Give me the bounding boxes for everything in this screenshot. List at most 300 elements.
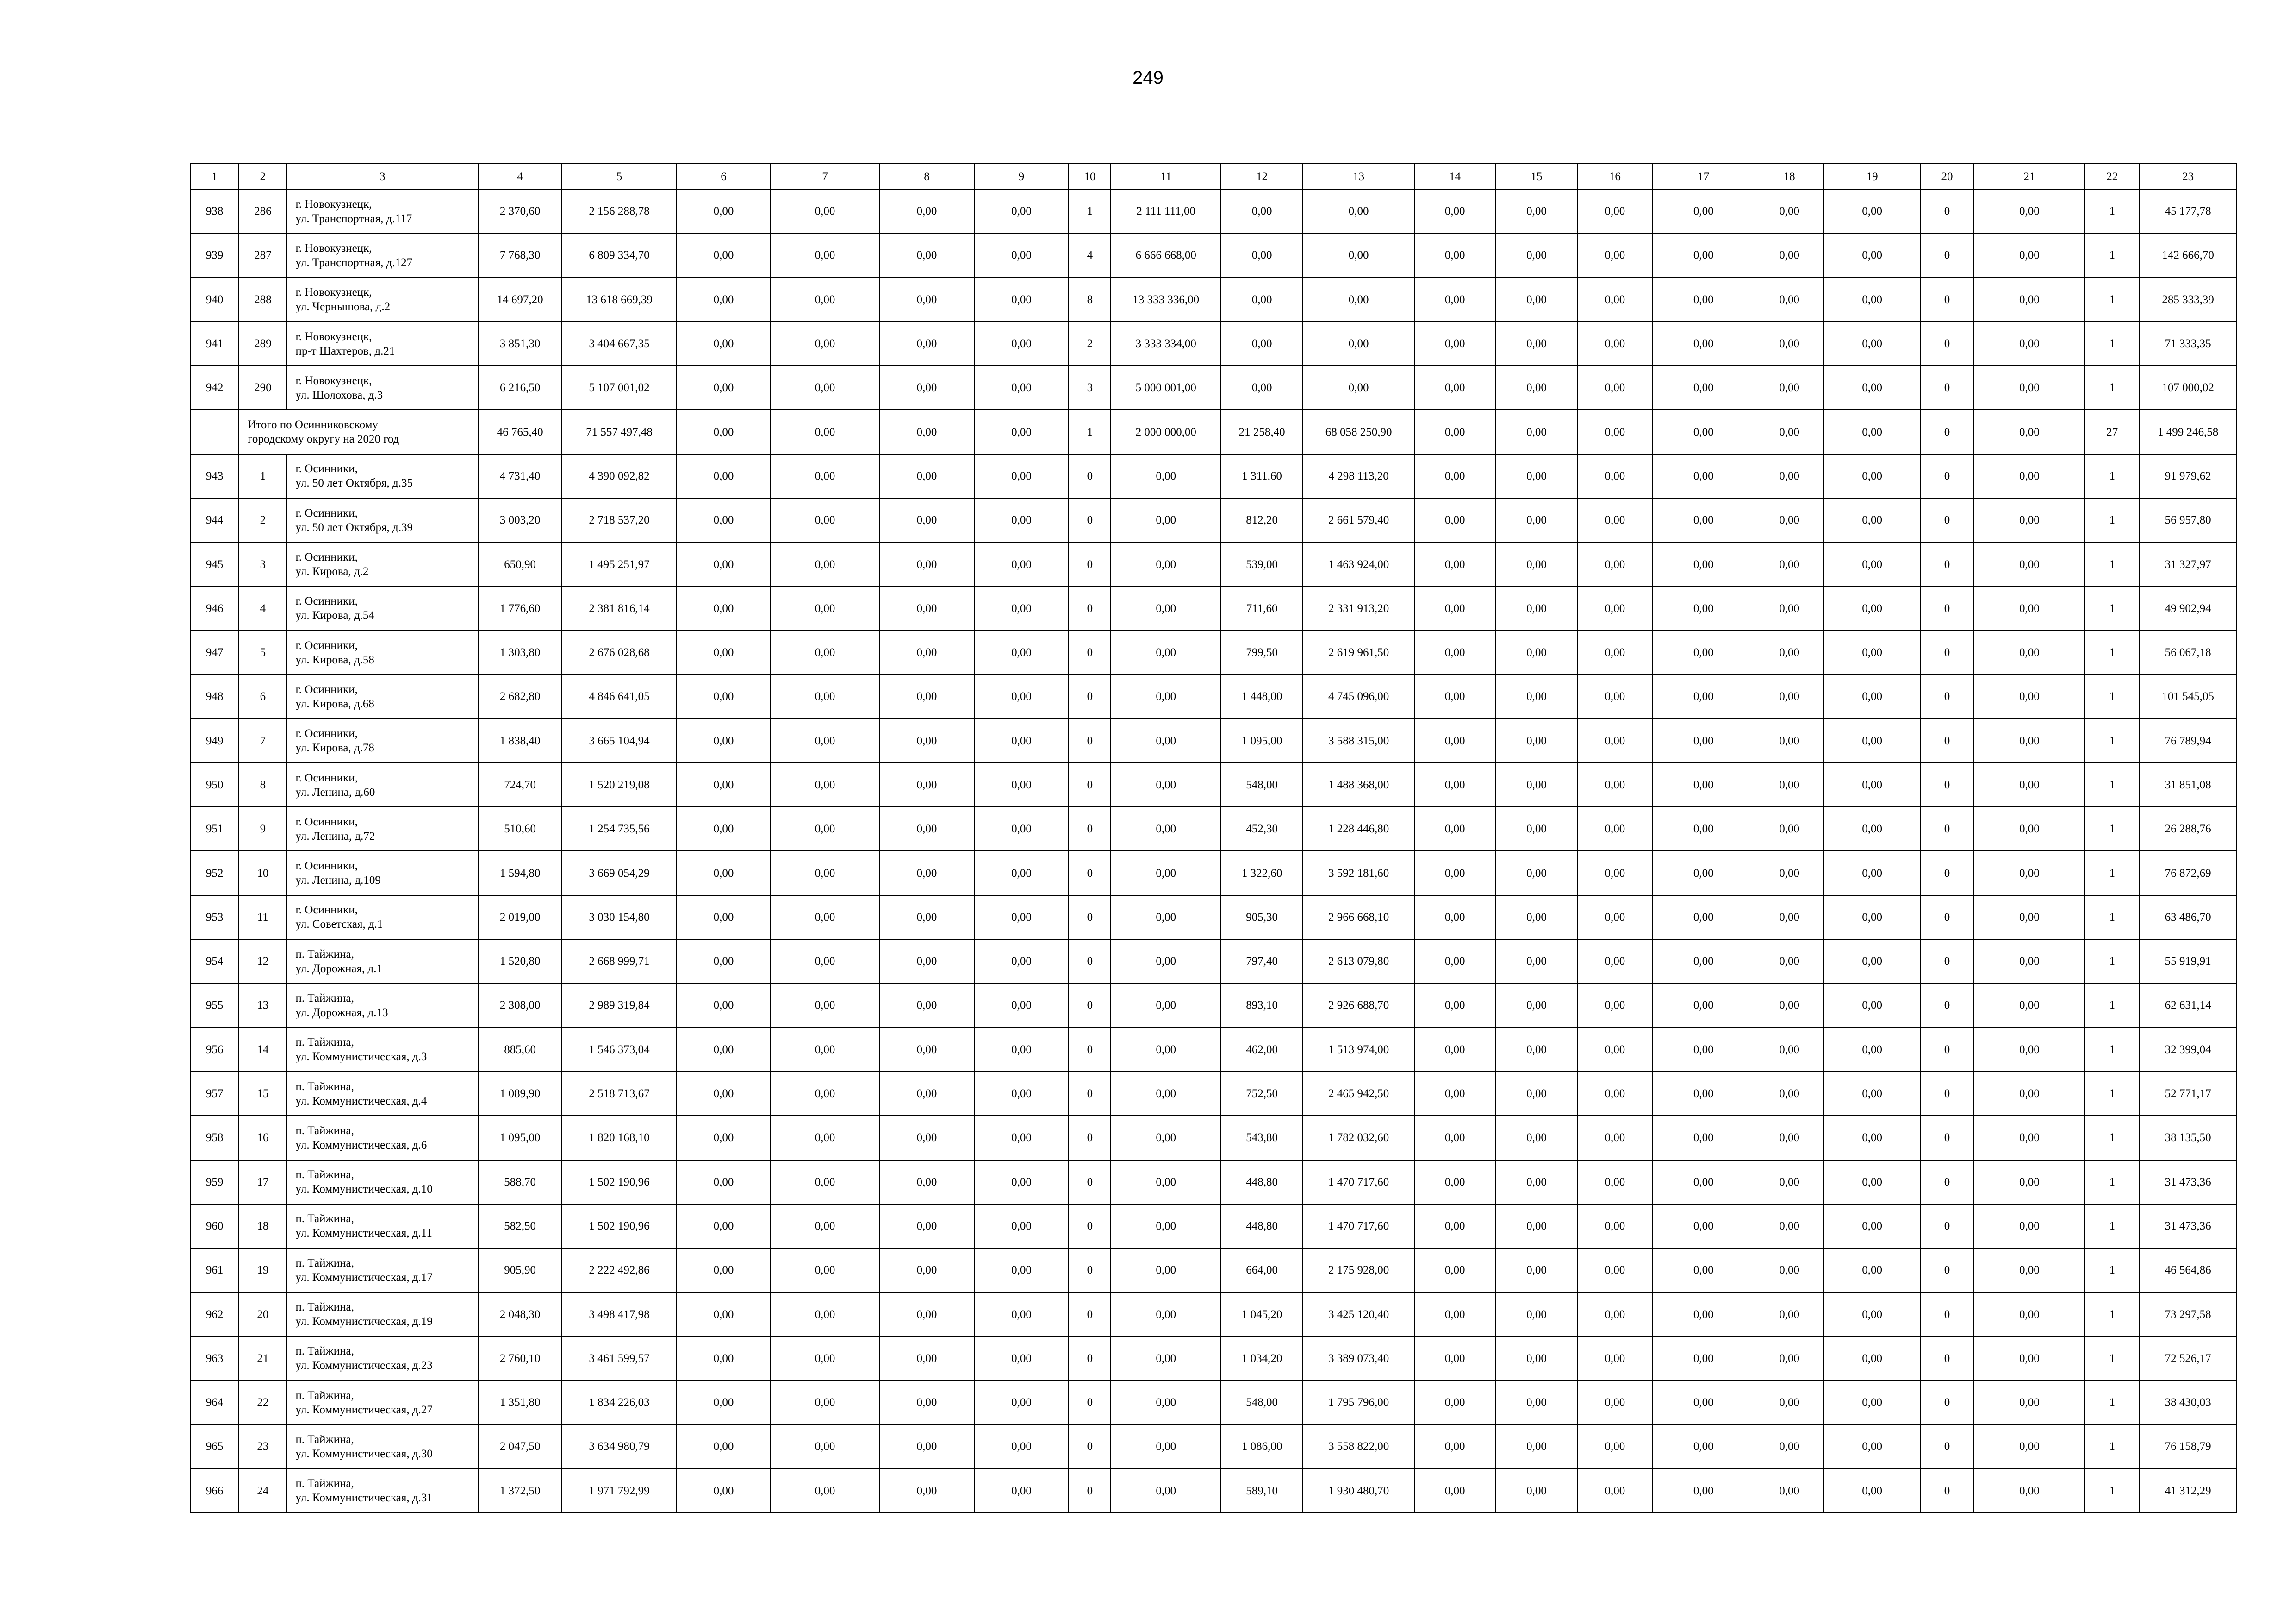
value-cell: 0,00 — [1111, 807, 1221, 851]
value-cell: 0,00 — [771, 1337, 880, 1380]
value-cell: 6 216,50 — [478, 366, 561, 410]
value-cell: 0,00 — [974, 322, 1069, 366]
address-line-2: ул. 50 лет Октября, д.39 — [295, 521, 413, 534]
value-cell: 0 — [1069, 1116, 1111, 1160]
value-cell: 0 — [1920, 1469, 1973, 1513]
value-cell: 0,00 — [879, 631, 974, 675]
value-cell: 1 — [2085, 719, 2139, 763]
address-line-1: п. Тайжина, — [295, 948, 354, 961]
value-cell: 1 034,20 — [1221, 1337, 1303, 1380]
address-line-1: п. Тайжина, — [295, 1124, 354, 1137]
address-cell — [286, 895, 478, 939]
value-cell: 0 — [1920, 1380, 1973, 1424]
value-cell: 0,00 — [1578, 498, 1652, 542]
value-cell: 0,00 — [677, 542, 770, 586]
value-cell: 0,00 — [1495, 322, 1577, 366]
value-cell: 0,00 — [677, 895, 770, 939]
value-cell: 0,00 — [1652, 631, 1755, 675]
value-cell: 2 619 961,50 — [1303, 631, 1414, 675]
value-cell: 0,00 — [1824, 1337, 1920, 1380]
value-cell: 0,00 — [1652, 719, 1755, 763]
value-cell: 1 — [2085, 366, 2139, 410]
address-line-1: г. Осинники, — [295, 815, 358, 828]
value-cell: 0,00 — [1974, 410, 2085, 454]
value-cell: 0,00 — [1824, 1248, 1920, 1292]
value-cell: 0,00 — [879, 1248, 974, 1292]
address-line-1: г. Осинники, — [295, 551, 358, 564]
value-cell: 1 — [2085, 851, 2139, 895]
value-cell: 0 — [1920, 454, 1973, 498]
row-number-cell: 947 — [190, 631, 239, 675]
value-cell: 0,00 — [1414, 807, 1495, 851]
address-cell — [286, 366, 478, 410]
value-cell: 664,00 — [1221, 1248, 1303, 1292]
value-cell: 46 564,86 — [2139, 1248, 2237, 1292]
column-number-cell: 18 — [1755, 163, 1824, 189]
value-cell: 0,00 — [771, 675, 880, 718]
value-cell: 0 — [1920, 1116, 1973, 1160]
value-cell: 1 — [2085, 939, 2139, 983]
value-cell: 2 175 928,00 — [1303, 1248, 1414, 1292]
value-cell: 1 — [2085, 1116, 2139, 1160]
table-row — [190, 587, 2237, 631]
value-cell: 1 513 974,00 — [1303, 1028, 1414, 1072]
header-row — [190, 163, 2237, 189]
value-cell: 0,00 — [1824, 1160, 1920, 1204]
value-cell: 1 — [2085, 278, 2139, 322]
value-cell: 0 — [1920, 851, 1973, 895]
value-cell: 0,00 — [1495, 807, 1577, 851]
value-cell: 589,10 — [1221, 1469, 1303, 1513]
address-line-2: ул. Кирова, д.58 — [295, 653, 374, 666]
value-cell: 55 919,91 — [2139, 939, 2237, 983]
value-cell: 0,00 — [1221, 366, 1303, 410]
value-cell: 905,30 — [1221, 895, 1303, 939]
local-number-cell: 6 — [239, 675, 286, 718]
address-cell — [286, 719, 478, 763]
value-cell: 0,00 — [879, 1337, 974, 1380]
value-cell: 0,00 — [879, 366, 974, 410]
value-cell: 1 — [2085, 454, 2139, 498]
value-cell: 8 — [1069, 278, 1111, 322]
row-number-cell: 941 — [190, 322, 239, 366]
value-cell: 0,00 — [1578, 1292, 1652, 1336]
value-cell: 4 298 113,20 — [1303, 454, 1414, 498]
value-cell: 0,00 — [879, 233, 974, 277]
row-number-cell: 957 — [190, 1072, 239, 1116]
value-cell: 0,00 — [1824, 631, 1920, 675]
value-cell: 7 768,30 — [478, 233, 561, 277]
table-row — [190, 1116, 2237, 1160]
value-cell: 0,00 — [1495, 719, 1577, 763]
value-cell: 0,00 — [879, 1160, 974, 1204]
value-cell: 0,00 — [1974, 322, 2085, 366]
value-cell: 0,00 — [1495, 278, 1577, 322]
value-cell: 0 — [1069, 587, 1111, 631]
value-cell: 0,00 — [677, 1204, 770, 1248]
value-cell: 0,00 — [879, 189, 974, 233]
table-row — [190, 1424, 2237, 1468]
value-cell: 0,00 — [677, 763, 770, 807]
value-cell: 0,00 — [1824, 1028, 1920, 1072]
value-cell: 0,00 — [1495, 1424, 1577, 1468]
row-number-cell: 950 — [190, 763, 239, 807]
value-cell: 0 — [1920, 675, 1973, 718]
value-cell: 0,00 — [1755, 542, 1824, 586]
value-cell: 0,00 — [1414, 189, 1495, 233]
value-cell: 0,00 — [1974, 278, 2085, 322]
local-number-cell: 287 — [239, 233, 286, 277]
value-cell: 0 — [1069, 1028, 1111, 1072]
value-cell: 0 — [1069, 1204, 1111, 1248]
value-cell: 0 — [1069, 1072, 1111, 1116]
value-cell: 0,00 — [771, 719, 880, 763]
value-cell: 548,00 — [1221, 1380, 1303, 1424]
address-line-1: п. Тайжина, — [295, 1389, 354, 1402]
value-cell: 0,00 — [1974, 542, 2085, 586]
value-cell: 0,00 — [1974, 1292, 2085, 1336]
value-cell: 0 — [1920, 719, 1973, 763]
value-cell: 0,00 — [771, 278, 880, 322]
value-cell: 1 — [2085, 498, 2139, 542]
value-cell: 0,00 — [1755, 719, 1824, 763]
value-cell: 0,00 — [1495, 939, 1577, 983]
value-cell: 0,00 — [1414, 675, 1495, 718]
local-number-cell: 8 — [239, 763, 286, 807]
value-cell: 0,00 — [1578, 189, 1652, 233]
address-cell — [286, 939, 478, 983]
value-cell: 1 502 190,96 — [562, 1160, 677, 1204]
value-cell: 0,00 — [1111, 498, 1221, 542]
table-row — [190, 498, 2237, 542]
value-cell: 0,00 — [771, 1072, 880, 1116]
table-row — [190, 983, 2237, 1027]
value-cell: 0,00 — [1495, 1292, 1577, 1336]
value-cell: 0 — [1920, 1028, 1973, 1072]
value-cell: 0,00 — [771, 895, 880, 939]
value-cell: 0,00 — [1578, 1204, 1652, 1248]
value-cell: 0,00 — [1111, 675, 1221, 718]
value-cell: 812,20 — [1221, 498, 1303, 542]
value-cell: 0,00 — [1755, 1028, 1824, 1072]
table-row — [190, 763, 2237, 807]
row-number-cell: 965 — [190, 1424, 239, 1468]
value-cell: 0,00 — [1578, 587, 1652, 631]
value-cell: 0,00 — [879, 939, 974, 983]
address-line-2: ул. Коммунистическая, д.10 — [295, 1183, 433, 1196]
total-row — [190, 410, 2237, 454]
value-cell: 2 989 319,84 — [562, 983, 677, 1027]
value-cell: 0,00 — [1755, 851, 1824, 895]
value-cell: 3 669 054,29 — [562, 851, 677, 895]
value-cell: 0,00 — [1755, 1116, 1824, 1160]
value-cell: 0,00 — [1652, 1204, 1755, 1248]
value-cell: 1 782 032,60 — [1303, 1116, 1414, 1160]
value-cell: 0 — [1069, 675, 1111, 718]
value-cell: 0,00 — [771, 1116, 880, 1160]
value-cell: 0,00 — [1824, 1380, 1920, 1424]
value-cell: 0,00 — [1578, 631, 1652, 675]
address-cell — [286, 542, 478, 586]
table-row — [190, 1248, 2237, 1292]
value-cell: 0,00 — [879, 983, 974, 1027]
value-cell: 3 003,20 — [478, 498, 561, 542]
address-line-1: п. Тайжина, — [295, 1477, 354, 1490]
value-cell: 1 — [2085, 1424, 2139, 1468]
address-line-1: г. Осинники, — [295, 639, 358, 652]
value-cell: 548,00 — [1221, 763, 1303, 807]
value-cell: 724,70 — [478, 763, 561, 807]
value-cell: 0,00 — [974, 1337, 1069, 1380]
value-cell: 0,00 — [677, 719, 770, 763]
address-cell — [286, 1160, 478, 1204]
value-cell: 0,00 — [1578, 851, 1652, 895]
value-cell: 0,00 — [1824, 807, 1920, 851]
value-cell: 0,00 — [974, 410, 1069, 454]
value-cell: 0,00 — [1578, 1028, 1652, 1072]
value-cell: 0 — [1069, 983, 1111, 1027]
local-number-cell: 11 — [239, 895, 286, 939]
address-cell — [286, 233, 478, 277]
value-cell: 0,00 — [1974, 631, 2085, 675]
value-cell: 0,00 — [1578, 763, 1652, 807]
value-cell: 3 588 315,00 — [1303, 719, 1414, 763]
value-cell: 91 979,62 — [2139, 454, 2237, 498]
value-cell: 0,00 — [1578, 1116, 1652, 1160]
value-cell: 14 697,20 — [478, 278, 561, 322]
value-cell: 3 634 980,79 — [562, 1424, 677, 1468]
value-cell: 2 111 111,00 — [1111, 189, 1221, 233]
value-cell: 0,00 — [1303, 322, 1414, 366]
value-cell: 2 222 492,86 — [562, 1248, 677, 1292]
value-cell: 4 390 092,82 — [562, 454, 677, 498]
value-cell: 0,00 — [879, 719, 974, 763]
local-number-cell: 2 — [239, 498, 286, 542]
value-cell: 0,00 — [1824, 719, 1920, 763]
address-line-2: ул. Дорожная, д.1 — [295, 962, 382, 975]
value-cell: 0 — [1069, 1248, 1111, 1292]
value-cell: 0,00 — [677, 1072, 770, 1116]
value-cell: 56 957,80 — [2139, 498, 2237, 542]
value-cell: 0,00 — [1652, 1380, 1755, 1424]
value-cell: 0,00 — [974, 366, 1069, 410]
value-cell: 0,00 — [974, 1292, 1069, 1336]
value-cell: 2 000 000,00 — [1111, 410, 1221, 454]
value-cell: 3 333 334,00 — [1111, 322, 1221, 366]
table-row — [190, 454, 2237, 498]
value-cell: 0,00 — [974, 498, 1069, 542]
value-cell: 0,00 — [1755, 366, 1824, 410]
value-cell: 2 019,00 — [478, 895, 561, 939]
value-cell: 1 — [2085, 1469, 2139, 1513]
value-cell: 0,00 — [1111, 1292, 1221, 1336]
value-cell: 711,60 — [1221, 587, 1303, 631]
page-number: 249 — [1132, 68, 1164, 88]
value-cell: 31 473,36 — [2139, 1160, 2237, 1204]
local-number-cell: 12 — [239, 939, 286, 983]
value-cell: 2 661 579,40 — [1303, 498, 1414, 542]
value-cell: 0,00 — [1755, 1337, 1824, 1380]
value-cell: 2 047,50 — [478, 1424, 561, 1468]
value-cell: 0,00 — [1303, 189, 1414, 233]
row-number-cell: 961 — [190, 1248, 239, 1292]
value-cell: 1 470 717,60 — [1303, 1204, 1414, 1248]
column-number-cell: 13 — [1303, 163, 1414, 189]
value-cell: 0,00 — [1824, 851, 1920, 895]
value-cell: 0 — [1920, 322, 1973, 366]
value-cell: 0,00 — [771, 1248, 880, 1292]
housing-program-table — [190, 163, 2237, 1513]
address-cell — [286, 587, 478, 631]
value-cell: 0,00 — [879, 763, 974, 807]
value-cell: 0,00 — [1755, 763, 1824, 807]
value-cell: 0,00 — [1824, 233, 1920, 277]
value-cell: 752,50 — [1221, 1072, 1303, 1116]
value-cell: 0,00 — [1578, 675, 1652, 718]
value-cell: 101 545,05 — [2139, 675, 2237, 718]
value-cell: 0,00 — [771, 410, 880, 454]
value-cell: 0,00 — [1824, 542, 1920, 586]
value-cell: 0,00 — [1111, 454, 1221, 498]
value-cell: 3 665 104,94 — [562, 719, 677, 763]
value-cell: 0,00 — [879, 1072, 974, 1116]
value-cell: 0 — [1920, 1424, 1973, 1468]
value-cell: 0,00 — [1111, 1204, 1221, 1248]
value-cell: 0,00 — [1414, 233, 1495, 277]
value-cell: 0,00 — [879, 1469, 974, 1513]
value-cell: 0,00 — [1824, 1072, 1920, 1116]
value-cell: 3 404 667,35 — [562, 322, 677, 366]
value-cell: 0,00 — [1414, 498, 1495, 542]
address-line-1: г. Осинники, — [295, 683, 358, 696]
value-cell: 0 — [1920, 983, 1973, 1027]
address-line-2: ул. Кирова, д.68 — [295, 697, 374, 710]
address-line-2: ул. Коммунистическая, д.23 — [295, 1359, 433, 1372]
value-cell: 49 902,94 — [2139, 587, 2237, 631]
value-cell: 0,00 — [1824, 1116, 1920, 1160]
address-line-1: Итого по Осинниковскому — [248, 418, 378, 431]
value-cell: 0 — [1920, 189, 1973, 233]
table-row — [190, 1469, 2237, 1513]
address-line-1: п. Тайжина, — [295, 1256, 354, 1269]
local-number-cell: 7 — [239, 719, 286, 763]
row-number-cell: 955 — [190, 983, 239, 1027]
value-cell: 72 526,17 — [2139, 1337, 2237, 1380]
value-cell: 68 058 250,90 — [1303, 410, 1414, 454]
table-row — [190, 542, 2237, 586]
value-cell: 0,00 — [677, 631, 770, 675]
table-row — [190, 322, 2237, 366]
value-cell: 4 745 096,00 — [1303, 675, 1414, 718]
value-cell: 0,00 — [1221, 322, 1303, 366]
value-cell: 1 470 717,60 — [1303, 1160, 1414, 1204]
value-cell: 0,00 — [677, 587, 770, 631]
value-cell: 1 — [2085, 1160, 2139, 1204]
local-number-cell: 15 — [239, 1072, 286, 1116]
value-cell: 0,00 — [1303, 366, 1414, 410]
row-number-cell: 966 — [190, 1469, 239, 1513]
value-cell: 0,00 — [1111, 895, 1221, 939]
value-cell: 0,00 — [1755, 587, 1824, 631]
row-number-cell: 963 — [190, 1337, 239, 1380]
value-cell: 0,00 — [771, 1028, 880, 1072]
value-cell: 0,00 — [771, 631, 880, 675]
value-cell: 0,00 — [1303, 233, 1414, 277]
value-cell: 0,00 — [771, 807, 880, 851]
address-line-2: ул. Дорожная, д.13 — [295, 1006, 388, 1019]
value-cell: 0 — [1920, 498, 1973, 542]
value-cell: 0,00 — [1824, 763, 1920, 807]
value-cell: 0,00 — [1111, 1337, 1221, 1380]
value-cell: 0,00 — [1974, 807, 2085, 851]
value-cell: 3 851,30 — [478, 322, 561, 366]
value-cell: 0 — [1069, 1160, 1111, 1204]
address-line-2: пр-т Шахтеров, д.21 — [295, 344, 395, 357]
value-cell: 6 809 334,70 — [562, 233, 677, 277]
value-cell: 0,00 — [1495, 233, 1577, 277]
value-cell: 0,00 — [1495, 675, 1577, 718]
value-cell: 0,00 — [1414, 763, 1495, 807]
table-row — [190, 189, 2237, 233]
value-cell: 4 731,40 — [478, 454, 561, 498]
value-cell: 0,00 — [974, 675, 1069, 718]
address-cell — [286, 498, 478, 542]
value-cell: 0,00 — [1221, 278, 1303, 322]
value-cell: 0,00 — [1652, 675, 1755, 718]
value-cell: 0,00 — [1495, 542, 1577, 586]
value-cell: 2 370,60 — [478, 189, 561, 233]
table-row — [190, 278, 2237, 322]
value-cell: 0,00 — [1652, 1160, 1755, 1204]
value-cell: 0,00 — [677, 1337, 770, 1380]
value-cell: 2 682,80 — [478, 675, 561, 718]
value-cell: 2 156 288,78 — [562, 189, 677, 233]
value-cell: 0,00 — [974, 1469, 1069, 1513]
value-cell: 0,00 — [1652, 1248, 1755, 1292]
value-cell: 2 718 537,20 — [562, 498, 677, 542]
value-cell: 31 473,36 — [2139, 1204, 2237, 1248]
value-cell: 0,00 — [1755, 1072, 1824, 1116]
value-cell: 1 — [1069, 410, 1111, 454]
value-cell: 0 — [1069, 1469, 1111, 1513]
address-line-1: п. Тайжина, — [295, 1212, 354, 1225]
address-line-1: г. Осинники, — [295, 771, 358, 784]
value-cell: 3 592 181,60 — [1303, 851, 1414, 895]
value-cell: 1 — [2085, 233, 2139, 277]
value-cell: 0,00 — [677, 983, 770, 1027]
table-row — [190, 1160, 2237, 1204]
value-cell: 0,00 — [1111, 1248, 1221, 1292]
value-cell: 0,00 — [1824, 1424, 1920, 1468]
value-cell: 0,00 — [1755, 1204, 1824, 1248]
value-cell: 0,00 — [879, 851, 974, 895]
value-cell: 0,00 — [1652, 807, 1755, 851]
value-cell: 893,10 — [1221, 983, 1303, 1027]
column-number-cell: 5 — [562, 163, 677, 189]
value-cell: 0,00 — [771, 983, 880, 1027]
local-number-cell: 22 — [239, 1380, 286, 1424]
column-number-cell: 14 — [1414, 163, 1495, 189]
value-cell: 0,00 — [1414, 322, 1495, 366]
local-number-cell: 16 — [239, 1116, 286, 1160]
value-cell: 0,00 — [1111, 1380, 1221, 1424]
local-number-cell: 5 — [239, 631, 286, 675]
address-line-2: ул. Шолохова, д.3 — [295, 388, 383, 401]
value-cell: 0,00 — [1578, 807, 1652, 851]
value-cell: 0,00 — [1824, 895, 1920, 939]
value-cell: 0,00 — [974, 278, 1069, 322]
value-cell: 3 030 154,80 — [562, 895, 677, 939]
